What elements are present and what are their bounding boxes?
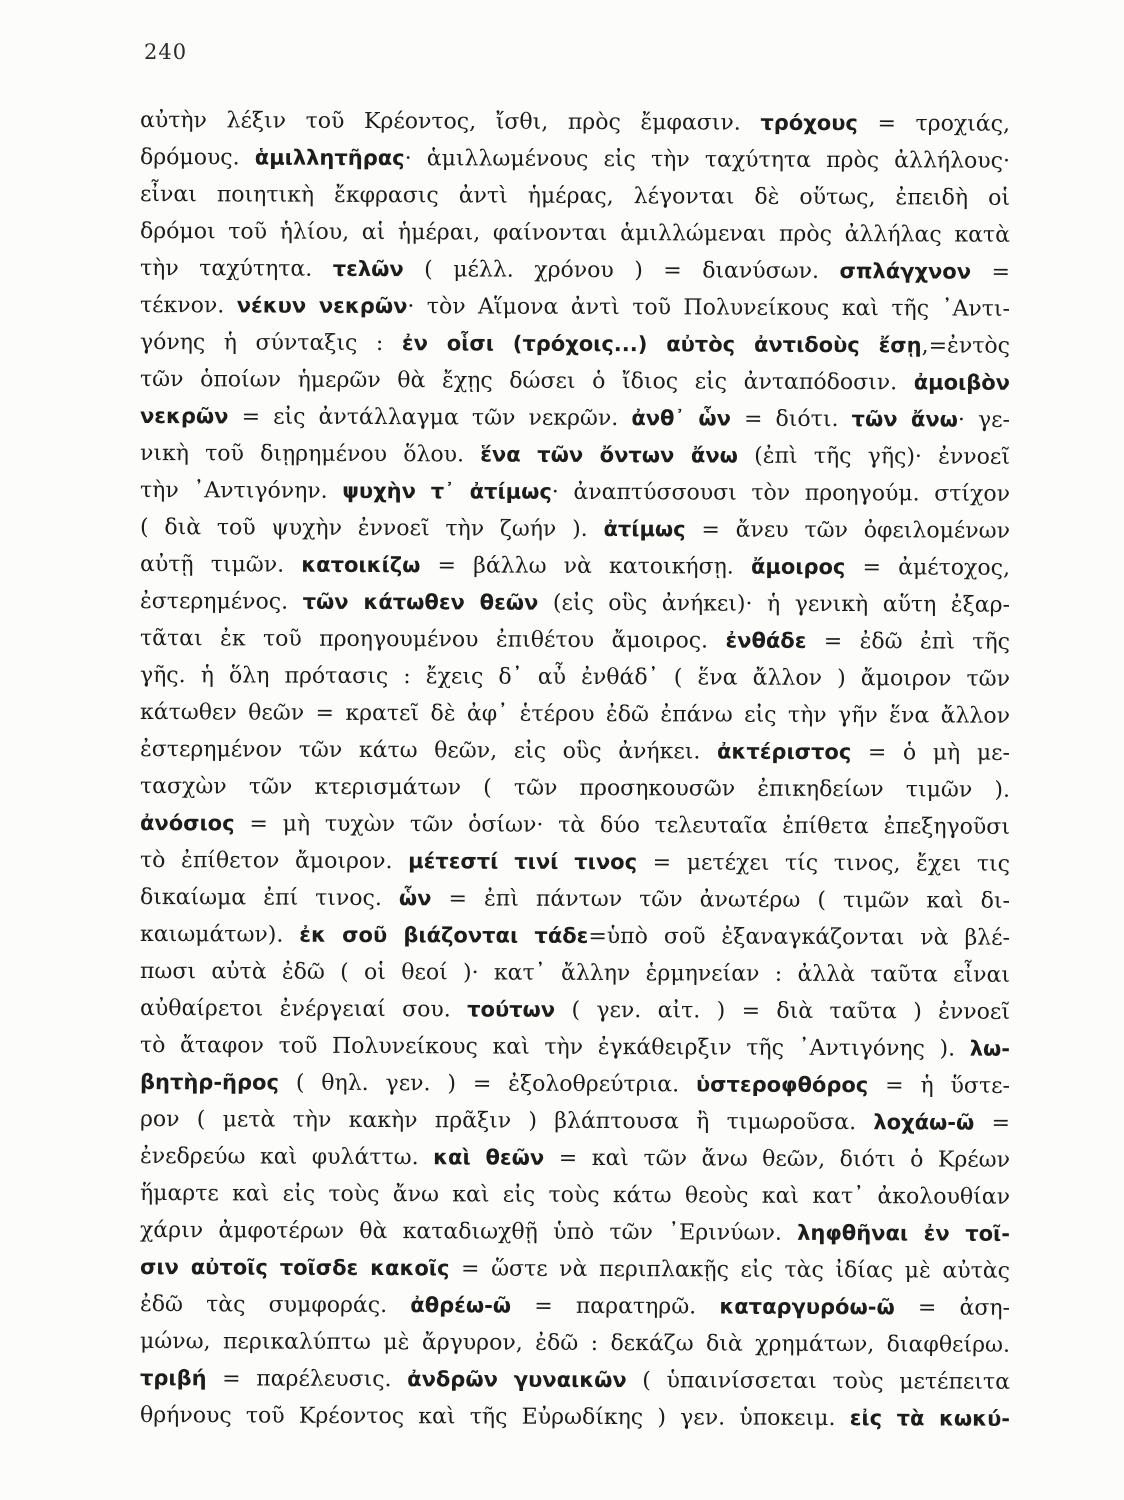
gloss-text: = μὴ τυχὼν τῶν ὁσίων· τὰ δύο τελευταῖα ἐπίθετα ἐπεξηγοῦσι bbox=[234, 811, 1011, 840]
lemma-term: ἀκτέριστος bbox=[716, 739, 852, 765]
gloss-text: αὐθαίρετοι ἐνέργειαί σου. bbox=[139, 996, 468, 1023]
lemma-term: ἕνα τῶν ὄντων ἄνω bbox=[480, 442, 738, 468]
page-number: 240 bbox=[144, 40, 188, 64]
text-line bbox=[140, 879, 1010, 920]
text-line bbox=[140, 620, 1010, 661]
gloss-text: αὐτὴν λέξιν τοῦ Κρέοντος, ἴσθι, πρὸς ἔμφασιν. bbox=[139, 108, 761, 136]
text-line bbox=[140, 916, 1010, 957]
gloss-text: = bbox=[971, 259, 1011, 285]
gloss-text: τὴν ᾿Αντιγόνην. bbox=[139, 478, 343, 504]
gloss-text: ( θηλ. γεν. ) = ἐξολοθρεύτρια. bbox=[278, 1070, 697, 1098]
gloss-text: ( διὰ τοῦ ψυχὴν ἐννοεῖ τὴν ζωήν ). bbox=[139, 515, 604, 543]
text-line bbox=[140, 250, 1010, 291]
lemma-term: σιν αὐτοῖς τοῖσδε κακοῖς bbox=[139, 1255, 450, 1281]
gloss-text: τῶν ὁποίων ἡμερῶν θὰ ἔχῃς δώσει ὁ ἴδιος εἰς ἀνταπόδοσιν. bbox=[139, 367, 914, 396]
lemma-term: τούτων bbox=[467, 997, 556, 1022]
gloss-text: ,=ἐντὸς bbox=[921, 333, 1011, 359]
gloss-text: ( ὑπαινίσσεται τοὺς μετέπειτα bbox=[626, 1368, 1011, 1395]
gloss-text: δρόμους. bbox=[139, 145, 255, 171]
text-line bbox=[140, 139, 1010, 180]
gloss-text: τασχὼν τῶν κτερισμάτων ( τῶν προσηκουσῶν ἐπικηδείων τιμῶν ). bbox=[139, 774, 1011, 803]
commentary-text bbox=[140, 102, 1010, 1434]
gloss-text: = ἐπὶ πάντων τῶν ἀνωτέρω ( τιμῶν καὶ δι- bbox=[431, 886, 1011, 914]
lemma-term: τριβή bbox=[139, 1366, 207, 1391]
lemma-term: μέτεστί τινί τινος bbox=[408, 849, 638, 875]
text-line bbox=[140, 287, 1010, 328]
gloss-text: = καὶ τῶν ἄνω θεῶν, διότι ὁ Κρέων bbox=[544, 1145, 1011, 1173]
gloss-text: =ὑπὸ σοῦ ἐξαναγκάζονται νὰ βλέ- bbox=[588, 923, 1011, 951]
text-line bbox=[140, 731, 1010, 772]
text-line bbox=[140, 1360, 1010, 1401]
gloss-text: εἶναι ποιητικὴ ἔκφρασις ἀντὶ ἡμέρας, λέγονται δὲ οὕτως, ἐπειδὴ οἱ bbox=[139, 182, 1011, 211]
lemma-term: τῶν ἄνω bbox=[851, 407, 958, 432]
lemma-term: τῶν κάτωθεν θεῶν bbox=[302, 589, 539, 615]
gloss-text: κάτωθεν θεῶν = κρατεῖ δὲ ἀφ᾿ ἑτέρου ἐδῶ ἐπάνω εἰς τὴν γῆν ἕνα ἄλλον bbox=[139, 700, 1011, 729]
gloss-text: ( μέλλ. χρόνου ) = διανύσων. bbox=[403, 257, 840, 285]
text-line bbox=[140, 1286, 1010, 1327]
text-line bbox=[140, 324, 1010, 365]
lemma-term: νεκρῶν bbox=[139, 404, 229, 429]
text-line bbox=[140, 1101, 1010, 1142]
gloss-text: ἐδῶ τὰς συμφοράς. bbox=[139, 1292, 411, 1319]
gloss-text: = ὥστε νὰ περιπλακῇς εἰς τὰς ἰδίας μὲ αὐτὰς bbox=[449, 1256, 1011, 1284]
gloss-text: = μετέχει τίς τινος, ἔχει τις bbox=[637, 850, 1011, 877]
gloss-text: ἐστερημένον τῶν κάτω θεῶν, εἰς οὓς ἀνήκει. bbox=[139, 737, 718, 765]
gloss-text: · ἀναπτύσσουσι τὸν προηγούμ. στίχον bbox=[551, 479, 1011, 507]
gloss-text: πωσι αὐτὰ ἐδῶ ( οἱ θεοί )· κατ᾿ ἄλλην ἑρμηνείαν : ἀλλὰ ταῦτα εἶναι bbox=[139, 959, 1011, 988]
text-line bbox=[140, 472, 1010, 513]
gloss-text: = τροχιάς, bbox=[857, 111, 1011, 137]
lemma-term: ἄμοιρος bbox=[750, 554, 846, 580]
text-line bbox=[140, 1249, 1010, 1290]
lemma-term: ἀτίμως bbox=[603, 517, 686, 542]
gloss-text: (ἐπὶ τῆς γῆς)· ἐννοεῖ bbox=[737, 443, 1011, 470]
gloss-text: = βάλλω νὰ κατοικήσῃ. bbox=[420, 553, 752, 580]
gloss-text: δικαίωμα ἐπί τινος. bbox=[139, 885, 400, 912]
text-line bbox=[140, 361, 1010, 402]
lemma-term: ἀμοιβὸν bbox=[913, 370, 1011, 395]
gloss-text: = διότι. bbox=[730, 406, 852, 433]
lemma-term: ληφθῆναι ἐν τοῖ- bbox=[797, 1220, 1011, 1246]
lemma-term: ἀνδρῶν γυναικῶν bbox=[407, 1367, 627, 1393]
lemma-term: καταργυρόω-ῶ bbox=[719, 1294, 895, 1320]
gloss-text: = παρέλευσις. bbox=[206, 1366, 408, 1393]
gloss-text: καιωμάτων). bbox=[139, 922, 300, 948]
text-line bbox=[140, 1064, 1010, 1105]
gloss-text: θρήνους τοῦ Κρέοντος καὶ τῆς Εὐρωδίκης ) γεν. ὑποκειμ. bbox=[139, 1403, 850, 1432]
gloss-text: = ἀμέτοχος, bbox=[845, 555, 1011, 581]
gloss-text: τὸ ἐπίθετον ἄμοιρον. bbox=[139, 848, 409, 875]
lemma-term: καὶ θεῶν bbox=[433, 1145, 545, 1170]
gloss-text: γόνης ἡ σύνταξις : bbox=[139, 330, 402, 357]
text-line bbox=[140, 509, 1010, 550]
text-line bbox=[140, 842, 1010, 883]
gloss-text: = ἄνευ τῶν ὀφειλομένων bbox=[685, 517, 1011, 544]
lemma-term: βητὴρ-ῆρος bbox=[139, 1070, 280, 1095]
lemma-term: ἀνθ᾿ ὧν bbox=[631, 406, 732, 431]
text-line bbox=[140, 398, 1010, 439]
text-line bbox=[140, 1323, 1010, 1364]
gloss-text: = bbox=[974, 1110, 1011, 1136]
text-line bbox=[140, 990, 1010, 1031]
lemma-term: νέκυν νεκρῶν bbox=[236, 293, 408, 319]
text-line bbox=[140, 102, 1010, 143]
lemma-term: ὑστεροφθόρος bbox=[695, 1072, 869, 1098]
text-line bbox=[140, 657, 1010, 698]
text-line bbox=[140, 583, 1010, 624]
gloss-text: τὸ ἄταφον τοῦ Πολυνείκους καὶ τὴν ἐγκάθειρξιν τῆς ᾿Αντιγόνης ). bbox=[139, 1033, 970, 1062]
lemma-term: λω- bbox=[969, 1036, 1011, 1061]
gloss-text: = ἀση- bbox=[894, 1295, 1011, 1321]
lemma-term: κατοικίζω bbox=[301, 552, 421, 578]
lemma-term: ἀθρέω-ῶ bbox=[410, 1293, 512, 1318]
gloss-text: τὴν ταχύτητα. bbox=[139, 256, 333, 282]
gloss-text: ρον ( μετὰ τὴν κακὴν πρᾶξιν ) βλάπτουσα ἢ τιμωροῦσα. bbox=[139, 1107, 874, 1136]
lemma-term: ὧν bbox=[398, 886, 432, 911]
gloss-text: χάριν ἀμφοτέρων θὰ καταδιωχθῇ ὑπὸ τῶν ᾿Ερινύων. bbox=[139, 1218, 798, 1246]
gloss-text: = εἰς ἀντάλλαγμα τῶν νεκρῶν. bbox=[228, 404, 632, 432]
gloss-text: τᾶται ἐκ τοῦ προηγουμένου ἐπιθέτου ἄμοιρος. bbox=[139, 626, 726, 654]
gloss-text: γῆς. ἡ ὅλη πρότασις : ἔχεις δ᾿ αὖ ἐνθάδ᾿ ( ἕνα ἄλλον ) ἄμοιρον τῶν bbox=[139, 663, 1011, 692]
lemma-term: ἐν οἷσι (τρόχοις...) αὐτὸς ἀντιδοὺς ἔσῃ bbox=[401, 331, 922, 358]
text-line bbox=[140, 805, 1010, 846]
lemma-term: σπλάγχνον bbox=[839, 259, 972, 284]
gloss-text: · ἁμιλλωμένους εἰς τὴν ταχύτητα πρὸς ἀλλήλους· bbox=[404, 146, 1011, 174]
gloss-text: = ὁ μὴ με- bbox=[851, 740, 1011, 766]
gloss-text: τέκνον. bbox=[139, 293, 237, 319]
lemma-term: τελῶν bbox=[332, 256, 404, 282]
text-line bbox=[140, 1175, 1010, 1216]
gloss-text: = ἐδῶ ἐπὶ τῆς bbox=[806, 628, 1011, 655]
gloss-text: νικὴ τοῦ διῃρημένου ὅλου. bbox=[139, 441, 481, 468]
text-line bbox=[140, 694, 1010, 735]
text-line bbox=[140, 546, 1010, 587]
lemma-term: ἁμιλλητῆρας bbox=[254, 145, 405, 171]
gloss-text: = ἡ ὕστε- bbox=[868, 1073, 1011, 1099]
gloss-text: ἐστερημένος. bbox=[139, 589, 303, 615]
text-line bbox=[140, 435, 1010, 476]
gloss-text: δρόμοι τοῦ ἡλίου, αἱ ἡμέραι, φαίνονται ἁμιλλώμεναι πρὸς ἀλλήλας κατὰ bbox=[139, 219, 1011, 248]
gloss-text: ( γεν. αἰτ. ) = διὰ ταῦτα ) ἐννοεῖ bbox=[555, 997, 1011, 1025]
lemma-term: τρόχους bbox=[760, 110, 858, 136]
text-line bbox=[140, 953, 1010, 994]
text-line bbox=[140, 176, 1010, 217]
gloss-text: = παρατηρῶ. bbox=[511, 1293, 720, 1320]
lemma-term: εἰς τὰ κωκύ- bbox=[849, 1406, 1011, 1431]
text-line bbox=[140, 1138, 1010, 1179]
gloss-text: αὐτῇ τιμῶν. bbox=[139, 552, 302, 578]
lemma-term: λοχάω-ῶ bbox=[873, 1110, 975, 1135]
text-line bbox=[140, 1397, 1010, 1438]
gloss-text: (εἰς οὓς ἀνήκει)· ἡ γενικὴ αὕτη ἐξαρ- bbox=[538, 590, 1011, 618]
lemma-term: ἐκ σοῦ βιάζονται τάδε bbox=[299, 922, 589, 948]
text-line bbox=[140, 213, 1010, 254]
lemma-term: ἀνόσιος bbox=[139, 811, 235, 836]
lemma-term: ψυχὴν τ᾿ ἀτίμως bbox=[342, 478, 552, 504]
gloss-text: · γε- bbox=[957, 407, 1011, 433]
text-line bbox=[140, 1027, 1010, 1068]
text-line bbox=[140, 1212, 1010, 1253]
gloss-text: μώνω, περικαλύπτω μὲ ἄργυρον, ἐδῶ : δεκάζω διὰ χρημάτων, διαφθείρω. bbox=[139, 1329, 1011, 1358]
lemma-term: ἐνθάδε bbox=[725, 628, 807, 653]
gloss-text: ἥμαρτε καὶ εἰς τοὺς ἄνω καὶ εἰς τοὺς κάτω θεοὺς καὶ κατ᾿ ἀκολουθίαν bbox=[139, 1181, 1011, 1210]
gloss-text: ἐνεδρεύω καὶ φυλάττω. bbox=[139, 1144, 434, 1171]
gloss-text: · τὸν Αἵμονα ἀντὶ τοῦ Πολυνείκους καὶ τῆς ᾿Αντι- bbox=[407, 294, 1011, 322]
text-line bbox=[140, 768, 1010, 809]
